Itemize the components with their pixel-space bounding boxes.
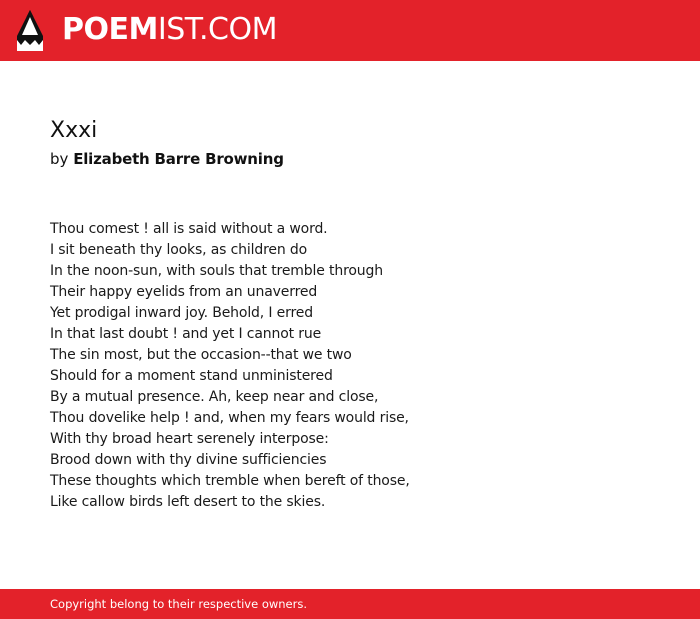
site-footer <box>0 589 700 619</box>
poem-line: Yet prodigal inward joy. Behold, I erred <box>50 305 313 321</box>
site-header <box>0 0 700 61</box>
poem-line: Like callow birds left desert to the skies. <box>50 494 326 510</box>
poem-line: Thou comest ! all is said without a word. <box>50 221 328 237</box>
poem-line: I sit beneath thy looks, as children do <box>50 242 308 258</box>
poem-line: By a mutual presence. Ah, keep near and close, <box>50 389 379 405</box>
pencil-tip-icon[interactable] <box>17 10 43 51</box>
logo-light-text: IST.COM <box>157 12 277 47</box>
poem-line: The sin most, but the occasion--that we two <box>50 347 352 363</box>
poem-line: Their happy eyelids from an unaverred <box>50 284 318 300</box>
poem-line: Brood down with thy divine sufficiencies <box>50 452 327 468</box>
poem-title: Xxxi <box>50 118 98 143</box>
poem-byline <box>50 148 284 170</box>
author-name: Elizabeth Barre Browning <box>73 150 284 168</box>
poem-line: These thoughts which tremble when bereft of those, <box>50 473 410 489</box>
copyright-notice: Copyright belong to their respective owners. <box>50 597 308 611</box>
site-logo[interactable] <box>62 11 277 49</box>
poem-line: In that last doubt ! and yet I cannot rue <box>50 326 322 342</box>
poem-line: Should for a moment stand unministered <box>50 368 333 384</box>
poem-line: In the noon-sun, with souls that tremble through <box>50 263 383 279</box>
poem-line: Thou dovelike help ! and, when my fears would rise, <box>50 410 409 426</box>
poem-body <box>50 219 410 513</box>
by-label: by <box>50 150 69 168</box>
poem-line: With thy broad heart serenely interpose: <box>50 431 329 447</box>
logo-bold-text: POEM <box>62 12 158 47</box>
